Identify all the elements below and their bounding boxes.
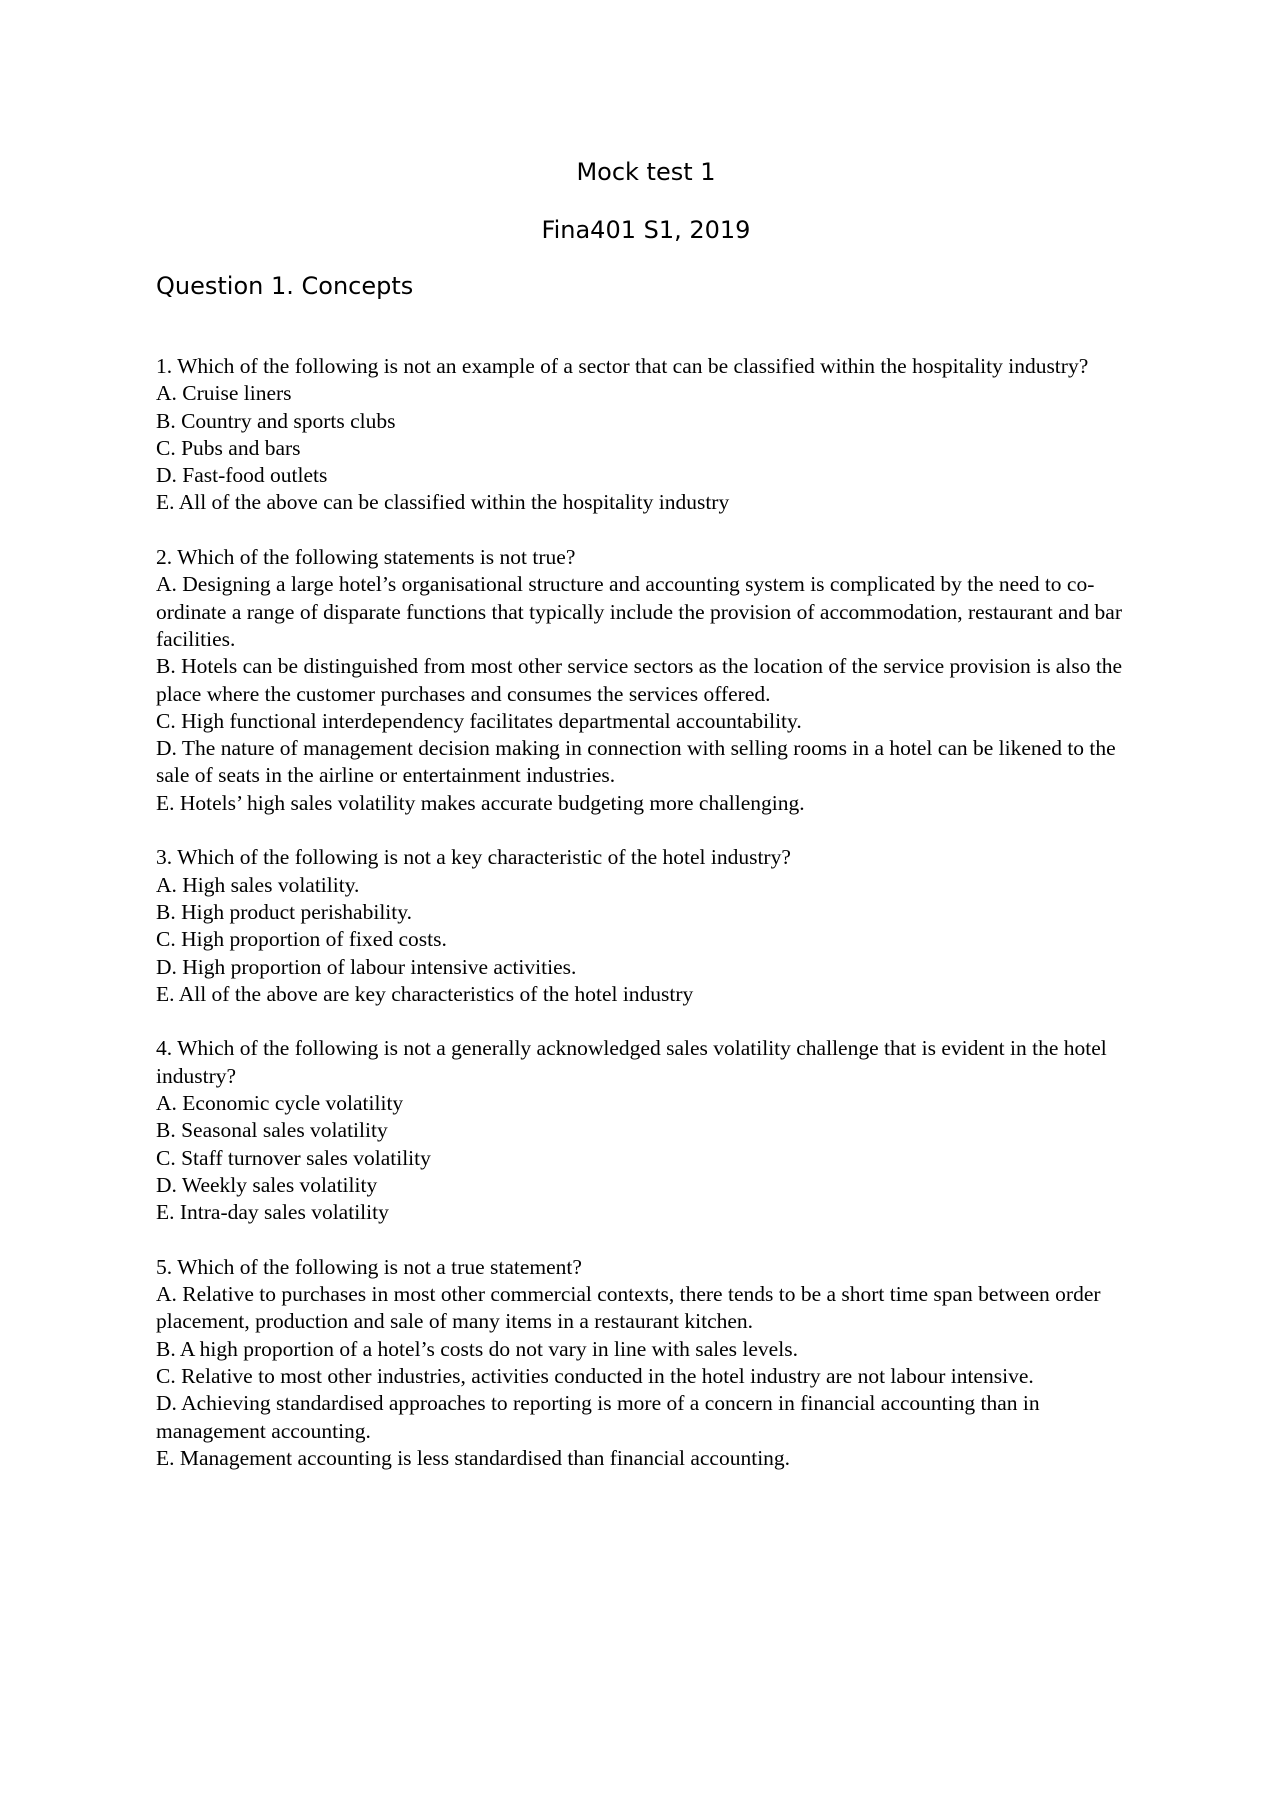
option-d: D. Achieving standardised approaches to reporting is more of a concern in financial accounting than in management accounting. [156,1391,1040,1443]
option-a: A. Cruise liners [156,381,292,406]
option-c: C. Pubs and bars [156,435,301,460]
option-b: B. Seasonal sales volatility [156,1118,388,1143]
option-a: A. Economic cycle volatility [156,1091,404,1116]
option-b: B. Country and sports clubs [156,408,396,433]
question-2 [156,544,1136,817]
section-heading: Question 1. Concepts [156,272,414,300]
question-1 [156,353,1136,517]
question-text: 5. Which of the following is not a true statement? [156,1254,582,1279]
question-text: 2. Which of the following statements is not true? [156,545,576,570]
option-d: D. High proportion of labour intensive activities. [156,954,577,979]
option-b: B. High product perishability. [156,899,412,924]
option-a: A. Relative to purchases in most other commercial contexts, there tends to be a short time span between order placement, production and sale of many items in a restaurant kitchen. [156,1282,1101,1334]
option-a: A. High sales volatility. [156,872,360,897]
option-e: E. Hotels’ high sales volatility makes accurate budgeting more challenging. [156,790,805,815]
option-c: C. Relative to most other industries, activities conducted in the hotel industry are not labour intensive. [156,1363,1034,1388]
question-text: 4. Which of the following is not a generally acknowledged sales volatility challenge that is evident in the hotel industry? [156,1036,1107,1088]
option-c: C. High functional interdependency facilitates departmental accountability. [156,708,802,733]
document-subtitle: Fina401 S1, 2019 [541,216,751,244]
option-c: C. Staff turnover sales volatility [156,1145,431,1170]
option-a: A. Designing a large hotel’s organisational structure and accounting system is complicated by the need to co-ordinate a range of disparate functions that typically include the provision of accommodation, restaurant and bar facilities. [156,572,1122,651]
option-b: B. A high proportion of a hotel’s costs do not vary in line with sales levels. [156,1336,798,1361]
option-c: C. High proportion of fixed costs. [156,927,447,952]
question-list [156,353,1136,1472]
question-text: 1. Which of the following is not an example of a sector that can be classified within the hospitality industry? [156,354,1089,378]
option-e: E. All of the above are key characteristics of the hotel industry [156,981,694,1006]
option-d: D. Weekly sales volatility [156,1172,378,1197]
option-e: E. Management accounting is less standardised than financial accounting. [156,1445,791,1470]
option-b: B. Hotels can be distinguished from most other service sectors as the location of the service provision is also the place where the customer purchases and consumes the services offered. [156,654,1123,706]
option-e: E. All of the above can be classified within the hospitality industry [156,490,730,515]
question-3 [156,844,1136,1008]
document-title: Mock test 1 [576,158,716,186]
document-page [156,155,1136,1499]
question-5 [156,1254,1136,1472]
question-text: 3. Which of the following is not a key characteristic of the hotel industry? [156,845,791,870]
option-d: D. The nature of management decision making in connection with selling rooms in a hotel can be likened to the sale of seats in the airline or entertainment industries. [156,736,1116,788]
question-4 [156,1035,1136,1226]
option-d: D. Fast-food outlets [156,463,328,488]
option-e: E. Intra-day sales volatility [156,1200,389,1225]
